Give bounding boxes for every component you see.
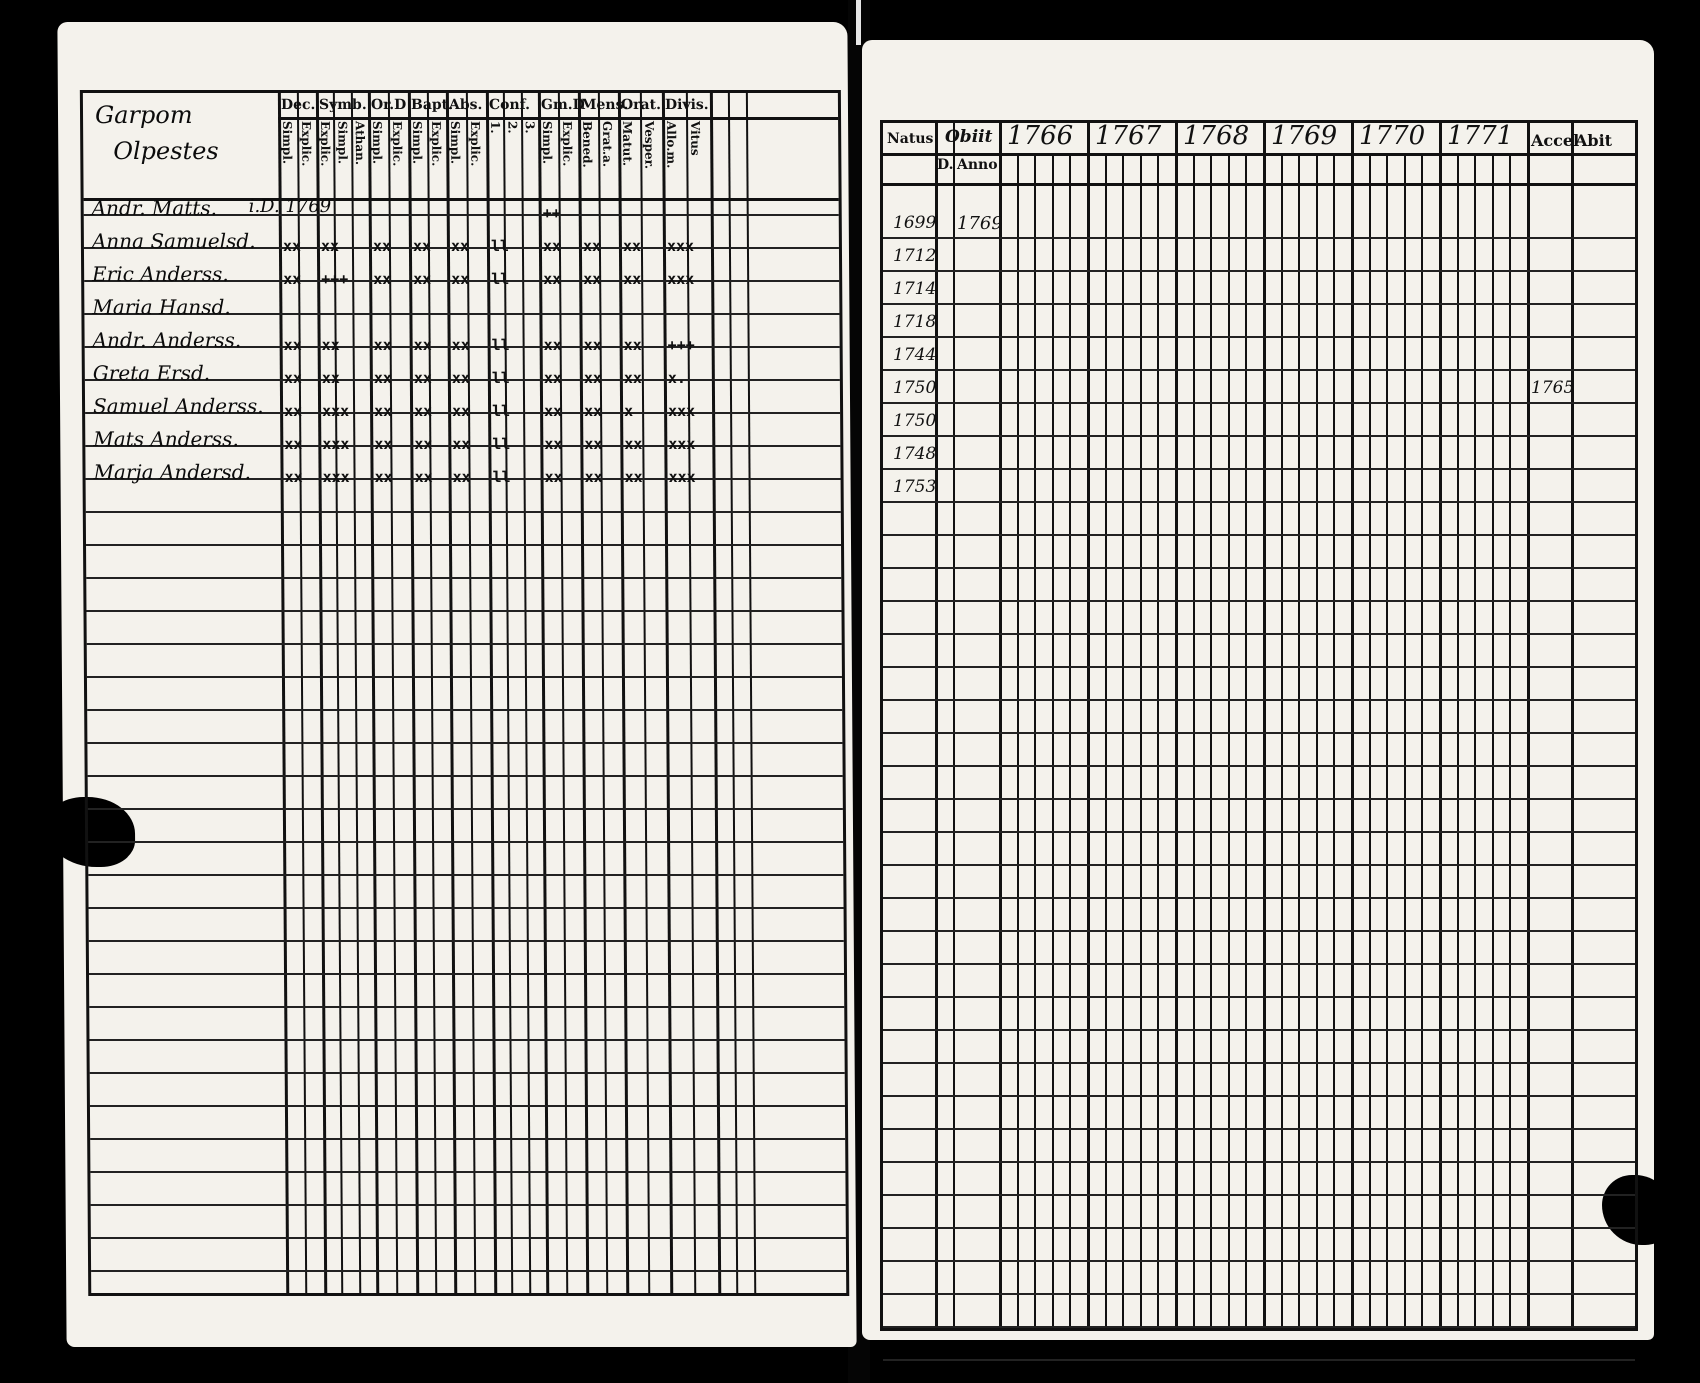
ledger-rule xyxy=(883,699,1635,701)
year-subcolumn xyxy=(1509,155,1511,1328)
exam-mark: ll xyxy=(492,435,511,453)
exam-mark: ll xyxy=(492,468,511,486)
right-ledger-page xyxy=(862,40,1654,1340)
exam-mark: xx xyxy=(543,369,562,387)
exam-mark: xx xyxy=(413,369,432,387)
accessit-year: 1765 xyxy=(1531,378,1575,398)
column-divider xyxy=(746,93,756,1293)
ledger-rule xyxy=(89,940,844,942)
year-subcolumn xyxy=(1457,155,1459,1328)
binding-thread xyxy=(856,0,861,45)
ledger-rule xyxy=(89,1006,844,1008)
exam-mark: xx xyxy=(412,237,432,255)
exam-mark: xx xyxy=(543,270,562,288)
year-subcolumn xyxy=(1421,155,1423,1328)
exam-mark: ll xyxy=(491,336,510,354)
subcolumn-divider xyxy=(521,93,531,1293)
exam-mark: ll xyxy=(490,237,510,255)
year-subcolumn xyxy=(1157,155,1159,1328)
column-header: Dec. xyxy=(280,97,316,113)
exam-mark: xx xyxy=(321,369,340,387)
ledger-rule xyxy=(90,1072,845,1074)
year-subcolumn xyxy=(1474,155,1476,1328)
ledger-rule xyxy=(883,567,1635,569)
ledger-rule xyxy=(883,930,1635,932)
exam-mark: ll xyxy=(491,369,510,387)
ledger-rule xyxy=(86,610,841,612)
ledger-rule xyxy=(883,963,1635,965)
entry-note: i.D. 1769 xyxy=(248,196,332,217)
exam-mark: xxx xyxy=(322,468,350,486)
subcolumn-divider xyxy=(640,93,650,1293)
exam-mark: xx xyxy=(284,468,303,486)
column-subheader: Allo.m. xyxy=(664,121,679,169)
exam-mark: xx xyxy=(413,336,432,354)
column-subheader: Bened. xyxy=(580,121,595,168)
column-header-natus: Natus xyxy=(887,131,934,147)
exam-mark: xx xyxy=(373,270,392,288)
exam-mark: xx xyxy=(544,435,563,453)
column-subheader: Grat.a. xyxy=(600,121,615,168)
ledger-rule xyxy=(883,633,1635,635)
birth-year: 1712 xyxy=(893,246,937,266)
ledger-rule xyxy=(883,798,1635,800)
exam-mark: xx xyxy=(373,369,392,387)
exam-mark: xx xyxy=(320,237,340,255)
year-header: 1770 xyxy=(1359,121,1426,151)
year-subcolumn xyxy=(1017,155,1019,1328)
ledger-rule xyxy=(89,1039,844,1041)
exam-mark: xx xyxy=(284,402,303,420)
column-header-d: D. xyxy=(937,157,954,173)
birth-year: 1748 xyxy=(893,444,937,464)
ledger-rule xyxy=(883,534,1635,536)
ledger-rule xyxy=(883,666,1635,668)
year-subcolumn xyxy=(1298,155,1300,1328)
exam-mark: xx xyxy=(321,336,340,354)
column-divider xyxy=(728,93,738,1293)
year-subcolumn xyxy=(1316,155,1318,1328)
person-name: Samuel Anderss. xyxy=(92,394,264,418)
ledger-rule xyxy=(91,1204,846,1206)
exam-mark: xx xyxy=(622,237,642,255)
column-subheader: Vesper. xyxy=(642,121,657,170)
year-subcolumn xyxy=(1245,155,1247,1328)
year-header: 1768 xyxy=(1183,121,1250,151)
exam-mark: xx xyxy=(414,402,433,420)
ledger-rule xyxy=(91,1270,846,1272)
person-name: Marja Andersd. xyxy=(93,460,252,484)
catechism-table xyxy=(80,90,849,1296)
year-header: 1771 xyxy=(1447,121,1514,151)
column-divider xyxy=(710,93,721,1293)
exam-mark: xxx xyxy=(668,435,696,453)
exam-mark: xx xyxy=(544,402,563,420)
column-subheader: Simpl. xyxy=(335,121,350,165)
ledger-rule xyxy=(883,336,1635,338)
column-subheader: Simpl. xyxy=(410,121,425,165)
exam-mark: xx xyxy=(283,336,302,354)
exam-mark: xx xyxy=(284,435,303,453)
exam-mark: +++ xyxy=(321,270,349,288)
ledger-rule xyxy=(88,874,843,876)
left-ledger-page xyxy=(57,22,856,1347)
exam-mark: ll xyxy=(491,270,510,288)
ledger-rule xyxy=(883,864,1635,866)
exam-mark: xx xyxy=(624,468,643,486)
ledger-rule xyxy=(883,501,1635,503)
column-subheader: Athan. xyxy=(352,121,368,166)
exam-mark: ll xyxy=(492,402,511,420)
exam-mark: xx xyxy=(414,468,433,486)
ledger-rule xyxy=(883,897,1635,899)
person-name: Maria Hansd. xyxy=(92,295,231,319)
person-name: Andr. Matts. xyxy=(91,196,218,220)
subcolumn-divider xyxy=(351,93,361,1293)
column-subheader: 1. xyxy=(488,121,503,134)
exam-mark: x xyxy=(624,402,634,420)
header-rule xyxy=(883,153,1635,156)
ledger-rule xyxy=(883,1293,1635,1295)
ledger-rule xyxy=(883,435,1635,437)
exam-mark: xx xyxy=(283,270,302,288)
ledger-rule xyxy=(883,468,1635,470)
column-header: Orat. xyxy=(620,97,661,113)
exam-mark: xx xyxy=(583,270,602,288)
section-subheading: Olpestes xyxy=(113,137,219,165)
column-subheader: Explic. xyxy=(560,121,575,167)
exam-mark: xx xyxy=(451,336,470,354)
ledger-rule xyxy=(86,577,841,579)
exam-mark: xx xyxy=(374,468,393,486)
year-subcolumn xyxy=(1122,155,1124,1328)
ledger-rule xyxy=(86,511,841,513)
exam-mark: xx xyxy=(584,435,603,453)
ledger-rule xyxy=(87,742,842,744)
column-header: Bapt. xyxy=(410,97,454,113)
exam-mark: xx xyxy=(623,270,642,288)
birth-year: 1750 xyxy=(893,411,937,431)
ledger-rule xyxy=(89,907,844,909)
ledger-rule xyxy=(883,1260,1635,1262)
column-subheader: 3. xyxy=(522,121,537,134)
ledger-rule xyxy=(91,1237,846,1239)
column-subheader: 2. xyxy=(505,121,520,134)
ledger-rule xyxy=(883,996,1635,998)
exam-mark: +++ xyxy=(667,336,695,354)
birth-year: 1699 xyxy=(893,213,937,233)
column-subheader: Simpl. xyxy=(370,121,385,165)
ledger-rule xyxy=(883,1095,1635,1097)
ledger-rule xyxy=(883,1128,1635,1130)
column-subheader: Explic. xyxy=(318,121,333,167)
year-subcolumn xyxy=(1140,155,1142,1328)
birth-year: 1750 xyxy=(893,378,937,398)
column-header: Gm.D xyxy=(540,97,585,113)
exam-mark: xx xyxy=(452,402,471,420)
year-subcolumn xyxy=(1193,155,1195,1328)
column-subheader: Matut. xyxy=(620,121,635,167)
exam-mark: xx xyxy=(283,369,302,387)
ledger-rule xyxy=(90,1105,845,1107)
ledger-rule xyxy=(90,1171,845,1173)
exam-mark: xx xyxy=(413,270,432,288)
exam-mark: xx xyxy=(623,369,642,387)
column-header-accessit: Accel xyxy=(1531,131,1580,150)
exam-mark: xxx xyxy=(322,435,350,453)
exam-mark: xx xyxy=(451,270,470,288)
year-subcolumn xyxy=(1386,155,1388,1328)
column-header: Conf. xyxy=(488,97,531,113)
exam-mark: xx xyxy=(374,435,393,453)
birth-year: 1753 xyxy=(893,477,937,497)
exam-mark: xx xyxy=(452,435,471,453)
year-subcolumn xyxy=(1492,155,1494,1328)
exam-mark: xx xyxy=(584,402,603,420)
column-subheader: Explic. xyxy=(429,121,444,167)
exam-mark: xx xyxy=(542,237,562,255)
ledger-rule xyxy=(883,1161,1635,1163)
ledger-rule xyxy=(883,1029,1635,1031)
year-subcolumn xyxy=(1069,155,1071,1328)
person-name: Eric Anderss. xyxy=(92,262,229,286)
column-header: Divis. xyxy=(664,97,709,113)
column-subheader: Vitus xyxy=(688,121,703,156)
ledger-rule xyxy=(883,765,1635,767)
header-rule xyxy=(883,183,1635,186)
exam-mark: xx xyxy=(374,402,393,420)
year-subcolumn xyxy=(1333,155,1335,1328)
ledger-rule xyxy=(89,973,844,975)
column-header-abit: Abit xyxy=(1575,131,1613,150)
year-subcolumn xyxy=(1210,155,1212,1328)
ledger-rule xyxy=(883,1194,1635,1196)
ledger-rule xyxy=(87,709,842,711)
ledger-rule xyxy=(883,732,1635,734)
exam-mark: xxx xyxy=(667,270,695,288)
column-subheader: Explic. xyxy=(390,121,405,167)
exam-mark: xxx xyxy=(668,402,696,420)
ledger-rule xyxy=(88,841,843,843)
exam-mark: xx xyxy=(414,435,433,453)
person-name: Greta Ersd. xyxy=(92,361,211,385)
year-subcolumn xyxy=(1281,155,1283,1328)
year-header: 1769 xyxy=(1271,121,1338,151)
ledger-rule xyxy=(86,544,841,546)
column-header: Symb. xyxy=(318,97,367,113)
exam-mark: xx xyxy=(623,336,642,354)
header-rule xyxy=(278,117,838,120)
person-name: Mats Anderss. xyxy=(93,427,239,451)
exam-mark: xx xyxy=(582,237,602,255)
exam-mark: xx xyxy=(583,369,602,387)
birth-year: 1718 xyxy=(893,312,937,332)
exam-mark: xx xyxy=(373,336,392,354)
year-subcolumn xyxy=(1228,155,1230,1328)
exam-mark: xx xyxy=(372,237,392,255)
exam-mark: xx xyxy=(282,237,302,255)
exam-mark: xx xyxy=(624,435,643,453)
ledger-rule xyxy=(87,643,842,645)
exam-mark: xxx xyxy=(668,468,696,486)
year-subcolumn xyxy=(1034,155,1036,1328)
column-subheader: Explic. xyxy=(299,121,314,167)
column-subheader: Simpl. xyxy=(448,121,463,165)
column-subheader: Simpl. xyxy=(540,121,555,165)
ledger-rule xyxy=(90,1138,845,1140)
vital-records-table xyxy=(880,120,1638,1331)
year-header: 1767 xyxy=(1095,121,1162,151)
exam-mark: xx xyxy=(584,468,603,486)
death-year: 1769 xyxy=(957,213,1003,234)
ledger-rule xyxy=(883,1227,1635,1229)
ledger-rule xyxy=(883,1062,1635,1064)
exam-mark: xx xyxy=(544,468,563,486)
column-header-anno: Anno xyxy=(957,157,998,173)
column-header-obiit: Obiit xyxy=(945,127,993,147)
ledger-rule xyxy=(87,676,842,678)
exam-mark: xx xyxy=(452,468,471,486)
ledger-rule xyxy=(883,369,1635,371)
exam-mark: xxx xyxy=(322,402,350,420)
column-subheader: Explic. xyxy=(468,121,483,167)
ledger-rule xyxy=(883,1326,1635,1328)
birth-year: 1714 xyxy=(893,279,937,299)
ledger-rule xyxy=(883,831,1635,833)
section-heading: Garpom xyxy=(94,101,193,129)
column-header: Or.D xyxy=(370,97,407,113)
year-header: 1766 xyxy=(1007,121,1074,151)
year-subcolumn xyxy=(1369,155,1371,1328)
year-subcolumn xyxy=(1052,155,1054,1328)
ledger-rule xyxy=(88,775,843,777)
ledger-rule xyxy=(883,270,1635,272)
birth-year: 1744 xyxy=(893,345,937,365)
exam-mark: ++ xyxy=(542,204,561,222)
exam-mark: xx xyxy=(451,369,470,387)
year-subcolumn xyxy=(1404,155,1406,1328)
exam-mark: x. xyxy=(667,369,686,387)
ledger-rule xyxy=(883,402,1635,404)
exam-mark: xx xyxy=(543,336,562,354)
column-header: Mens. xyxy=(580,97,629,113)
ledger-rule xyxy=(883,1359,1635,1361)
ledger-rule xyxy=(883,237,1635,239)
ledger-rule xyxy=(883,303,1635,305)
exam-mark: xx xyxy=(450,237,470,255)
column-subheader: Simpl. xyxy=(280,121,295,165)
person-name: Andr. Anderss. xyxy=(92,328,242,352)
exam-mark: xx xyxy=(583,336,602,354)
column-header: Abs. xyxy=(448,97,483,113)
ledger-rule xyxy=(883,600,1635,602)
exam-mark: xxx xyxy=(666,237,695,255)
person-name: Anna Samuelsd. xyxy=(91,229,256,253)
year-subcolumn xyxy=(1105,155,1107,1328)
ledger-rule xyxy=(88,808,843,810)
